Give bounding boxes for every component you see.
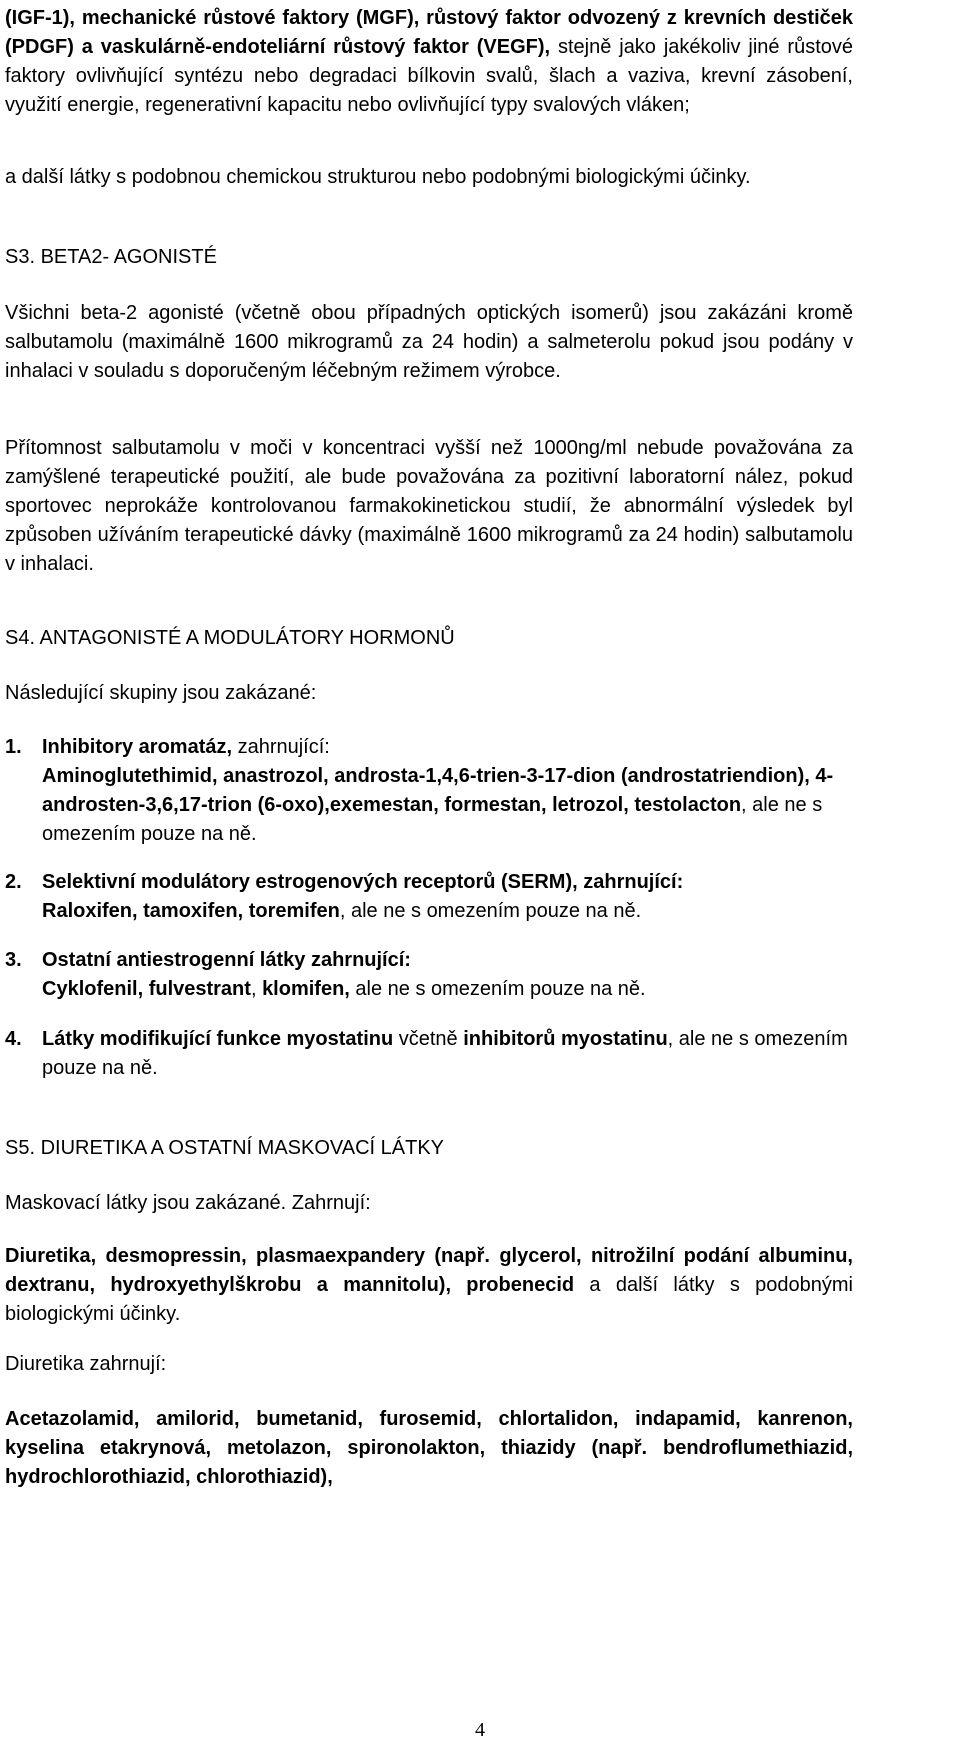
s4-item-3-substances-a: Cyklofenil, fulvestrant [42, 978, 251, 1000]
s4-item-1-tail: , ale ne s omezením pouze na ně. [42, 794, 823, 845]
s4-item-3-separator: , [250, 978, 263, 1000]
s4-item-2-tail: , ale ne s omezením pouze na ně. [339, 900, 642, 922]
s4-item-1-substances: Aminoglutethimid, anastrozol, androsta-1,4,6-trien-3-17-dion (androstatriendion), 4-androsten-3,6,17-trion (6-oxo),exemestan, formestan, letrozol, testolacton [42, 765, 834, 816]
s2-similar-substances: a další látky s podobnou chemickou strukturou nebo podobnými biologickými účinky. [5, 166, 751, 188]
s2-growth-factors-text: stejně jako jakékoliv jiné růstové faktory ovlivňující syntézu nebo degradaci bílkovin svalů, šlach a vaziva, krevní zásobení, využití energie, regenerativní kapacitu nebo ovlivňující typy svalových vláken; [5, 36, 854, 116]
s4-intro: Následující skupiny jsou zakázané: [5, 682, 317, 704]
s4-item-2-title: Selektivní modulátory estrogenových receptorů (SERM), zahrnující: [42, 871, 684, 893]
s4-item-1-title-suffix: zahrnující: [232, 736, 330, 758]
s4-item-3-tail: ale ne s omezením pouze na ně. [349, 978, 646, 1000]
s4-item-2 [5, 868, 853, 926]
s4-item-3-title: Ostatní antiestrogenní látky zahrnující: [42, 949, 411, 971]
s4-item-1-title: Inhibitory aromatáz, [42, 736, 233, 758]
s5-masking-agents-bold: Diuretika, desmopressin, plasmaexpandery (např. glycerol, nitrožilní podání albuminu, dextranu, hydroxyethylškrobu a mannitolu), probenecid [5, 1245, 853, 1296]
s3-paragraph-1: Všichni beta-2 agonisté (včetně obou případných optických isomerů) jsou zakázáni kromě salbutamolu (maximálně 1600 mikrogramů za 24 hodin) a salmeterolu pokud jsou podány v inhalaci v souladu s doporučeným léčebným režimem výrobce. [5, 302, 853, 382]
s4-item-4-tail: , ale ne s omezením pouze na ně. [42, 1028, 848, 1079]
s5-intro: Maskovací látky jsou zakázané. Zahrnují: [5, 1192, 371, 1214]
s5-masking-agents [5, 1242, 853, 1329]
s4-item-4-number: 4. [5, 1028, 22, 1050]
s5-diuretics-intro: Diuretika zahrnují: [5, 1353, 167, 1375]
s2-growth-factors-bold: (IGF-1), mechanické růstové faktory (MGF), růstový faktor odvozený z krevních destiček (PDGF) a vaskulárně-endoteliární růstový faktor [5, 7, 853, 58]
s5-heading: S5. DIURETIKA A OSTATNÍ MASKOVACÍ LÁTKY [5, 1137, 445, 1159]
s4-item-2-number: 2. [5, 871, 22, 893]
s4-heading: S4. ANTAGONISTÉ A MODULÁTORY HORMONŮ [5, 627, 455, 649]
s3-paragraph-2: Přítomnost salbutamolu v moči v koncentraci vyšší než 1000ng/ml nebude považována za zamýšlené terapeutické použití, ale bude považována za pozitivní laboratorní nález, pokud sportovec neprokáže kontrolovanou farmakokinetickou studií, že abnormální výsledek byl způsoben užíváním terapeutické dávky (maximálně 1600 mikrogramů za 24 hodin) salbutamolu v inhalaci. [5, 437, 853, 575]
page-number: 4 [475, 1719, 485, 1741]
s4-item-4-title: Látky modifikující funkce myostatinu [42, 1028, 394, 1050]
s5-masking-agents-tail: a další látky s podobnými biologickými účinky. [5, 1274, 853, 1325]
s4-item-3 [5, 946, 853, 1004]
s2-vegf-bold: (VEGF), [476, 36, 551, 58]
s4-item-1 [5, 733, 853, 849]
s4-item-3-number: 3. [5, 949, 22, 971]
s2-growth-factors-paragraph [5, 4, 853, 120]
s4-item-4-inhibitors: inhibitorů myostatinu [463, 1028, 668, 1050]
s4-item-1-number: 1. [5, 736, 22, 758]
s4-item-4-mid: včetně [393, 1028, 464, 1050]
s3-heading: S3. BETA2- AGONISTÉ [5, 246, 217, 268]
s4-item-3-substances-b: klomifen, [262, 978, 350, 1000]
s5-diuretics-list: Acetazolamid, amilorid, bumetanid, furosemid, chlortalidon, indapamid, kanrenon, kyselina etakrynová, metolazon, spironolakton, thiazidy (např. bendroflumethiazid, hydrochlorothiazid, chlorothiazid), [5, 1408, 853, 1488]
s4-item-4 [5, 1025, 853, 1083]
s4-item-2-substances: Raloxifen, tamoxifen, toremifen [42, 900, 340, 922]
